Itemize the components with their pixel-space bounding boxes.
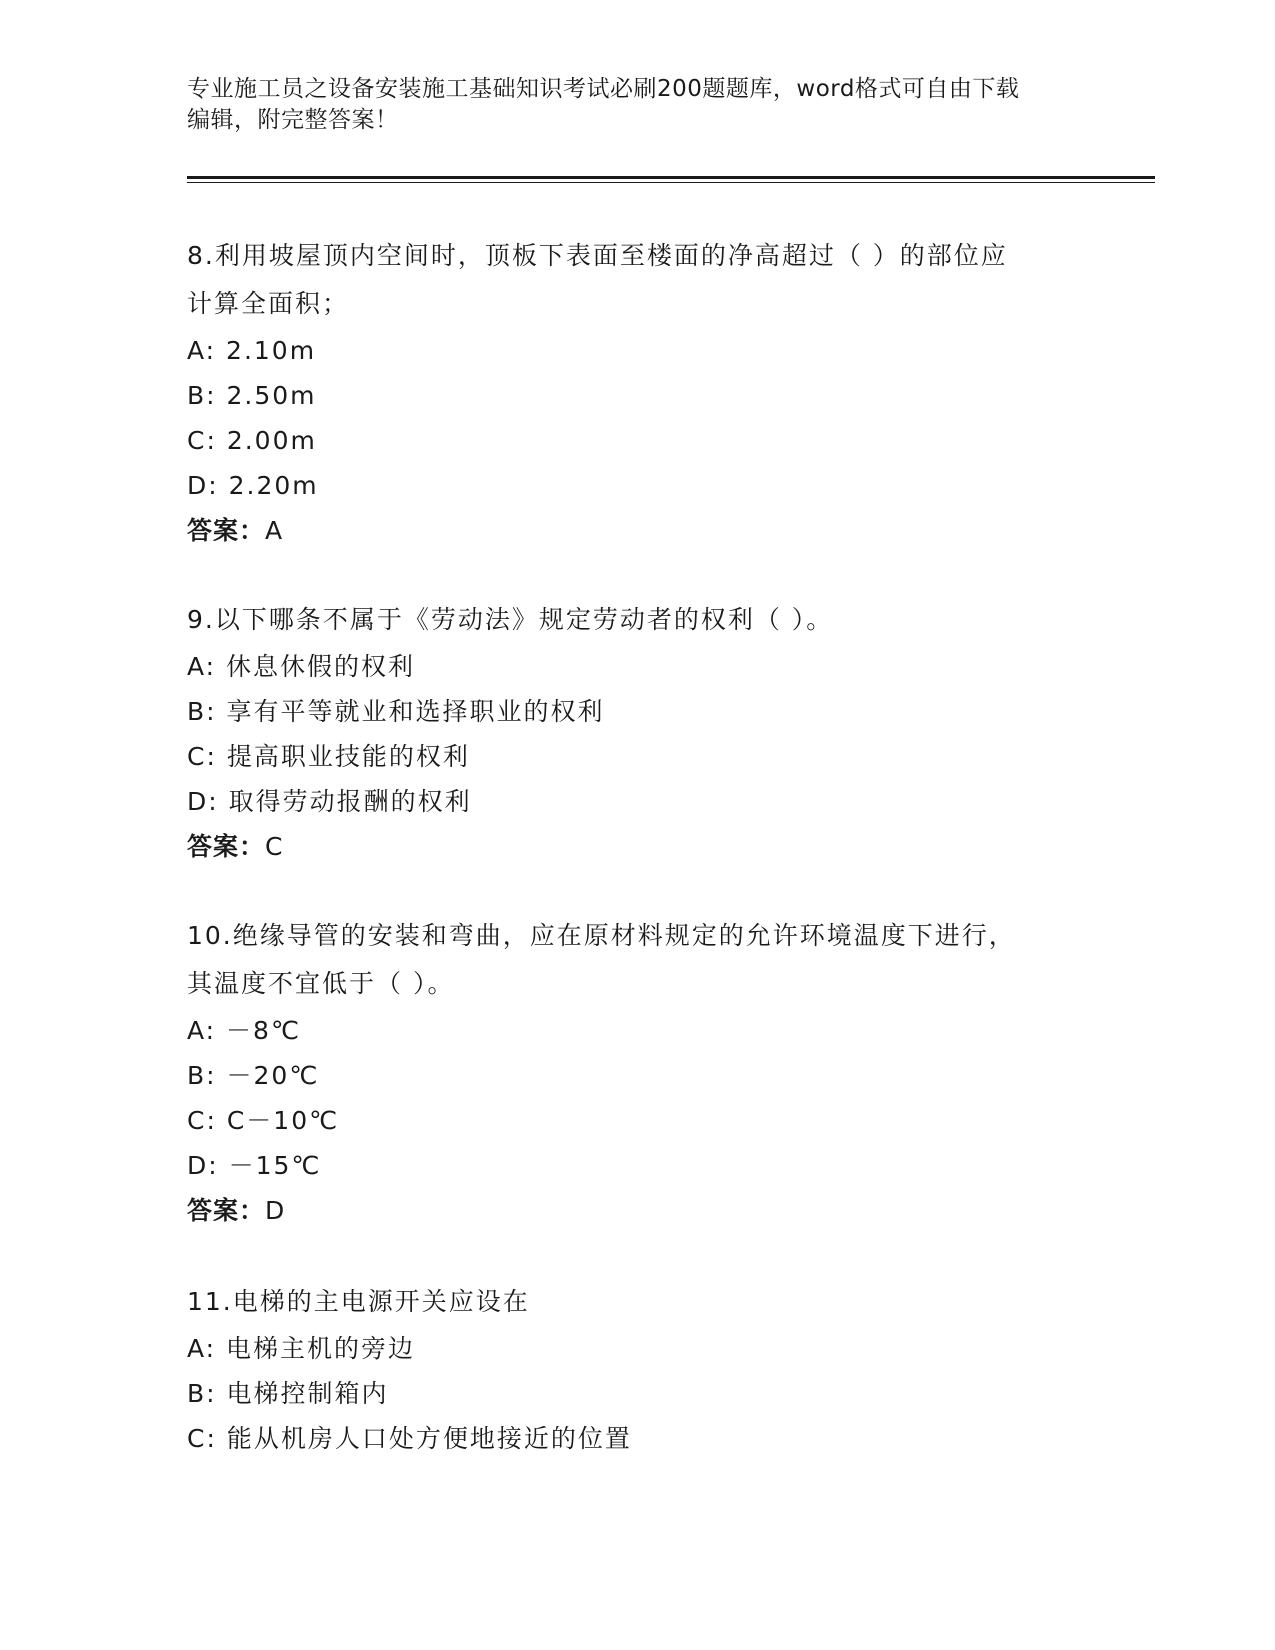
option-b: B: 享有平等就业和选择职业的权利 xyxy=(187,697,605,726)
option-d: D: 取得劳动报酬的权利 xyxy=(187,787,472,816)
answer-label: 答案： xyxy=(187,516,266,545)
question-stem-line: 8.利用坡屋顶内空间时，顶板下表面至楼面的净高超过（ ）的部位应 xyxy=(187,241,1008,270)
option-a: A: －8℃ xyxy=(187,1016,302,1045)
answer-value: A xyxy=(265,516,284,545)
option-c: C: C－10℃ xyxy=(187,1106,340,1135)
question-stem-line: 其温度不宜低于（ ）。 xyxy=(187,969,455,998)
option-c: C: 2.00m xyxy=(187,426,317,455)
answer-line xyxy=(187,824,1087,869)
option-b: B: －20℃ xyxy=(187,1061,320,1090)
option-c: C: 提高职业技能的权利 xyxy=(187,742,470,771)
answer-line xyxy=(187,1188,1087,1233)
answer-line xyxy=(187,508,1087,553)
option-a: A: 电梯主机的旁边 xyxy=(187,1334,416,1363)
question-9 xyxy=(187,596,1087,869)
option-a: A: 休息休假的权利 xyxy=(187,652,416,681)
answer-label: 答案： xyxy=(187,1196,266,1225)
header-title-line-2: 编辑，附完整答案！ xyxy=(187,107,399,133)
option-d: D: 2.20m xyxy=(187,471,319,500)
option-b: B: 电梯控制箱内 xyxy=(187,1379,389,1408)
question-stem-line: 9.以下哪条不属于《劳动法》规定劳动者的权利（ ）。 xyxy=(187,605,834,634)
document-header xyxy=(187,74,1087,136)
answer-label: 答案： xyxy=(187,832,266,861)
option-a: A: 2.10m xyxy=(187,336,317,365)
question-stem-line: 计算全面积； xyxy=(187,289,350,318)
header-divider-thin xyxy=(187,182,1155,183)
answer-value: C xyxy=(265,832,284,861)
question-11 xyxy=(187,1278,1087,1461)
answer-value: D xyxy=(265,1196,286,1225)
option-c: C: 能从机房人口处方便地接近的位置 xyxy=(187,1424,632,1453)
question-stem-line: 10.绝缘导管的安装和弯曲，应在原材料规定的允许环境温度下进行， xyxy=(187,921,1016,950)
header-title-line-1: 专业施工员之设备安装施工基础知识考试必刷200题题库，word格式可自由下载 xyxy=(187,76,1020,102)
header-divider-thick xyxy=(187,176,1155,179)
question-10 xyxy=(187,912,1087,1233)
option-b: B: 2.50m xyxy=(187,381,317,410)
question-stem-line: 11.电梯的主电源开关应设在 xyxy=(187,1287,530,1316)
option-d: D: －15℃ xyxy=(187,1151,322,1180)
question-8 xyxy=(187,232,1087,553)
